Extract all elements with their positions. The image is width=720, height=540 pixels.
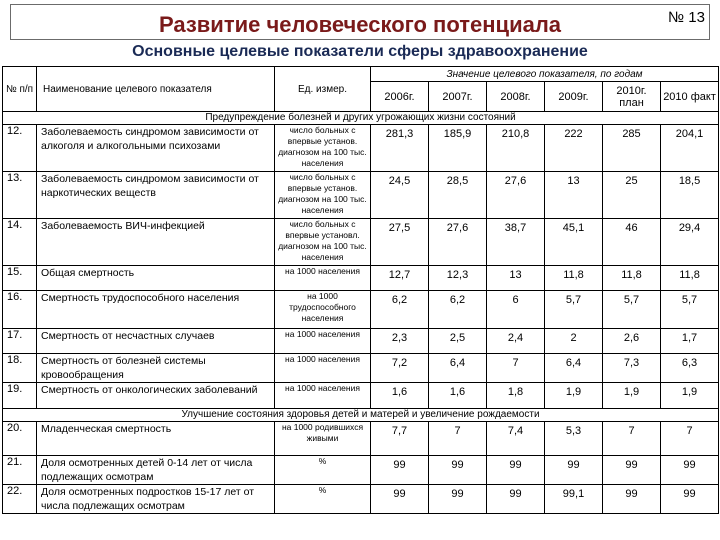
table-row (3, 291, 719, 329)
row-number: 19. (3, 383, 37, 409)
indicator-name: Смертность от онкологических заболеваний (37, 383, 275, 409)
value-cell: 12,3 (429, 266, 487, 291)
row-number: 18. (3, 354, 37, 383)
page-title: Развитие человеческого потенциала (158, 12, 562, 37)
indicator-name: Доля осмотренных подростков 15-17 лет от числа подлежащих осмотрам (37, 485, 275, 514)
unit-cell: на 1000 трудоспособного населения (275, 291, 371, 329)
value-cell: 99 (371, 456, 429, 485)
unit-cell: на 1000 населения (275, 383, 371, 409)
col-header-num: № п/п (3, 67, 37, 112)
table-row (3, 422, 719, 456)
indicator-name: Младенческая смертность (37, 422, 275, 456)
row-number: 13. (3, 172, 37, 219)
col-header-group: Значение целевого показателя, по годам (371, 67, 719, 82)
value-cell: 1,9 (603, 383, 661, 409)
value-cell: 46 (603, 219, 661, 266)
section-row (3, 409, 719, 422)
col-header-year: 2010г. план (603, 82, 661, 112)
col-header-year: 2010 факт (661, 82, 719, 112)
unit-cell: число больных с впервые установ. диагнозом на 100 тыс. населения (275, 125, 371, 172)
value-cell: 6,4 (545, 354, 603, 383)
row-number: 22. (3, 485, 37, 514)
value-cell: 185,9 (429, 125, 487, 172)
section-title: Улучшение состояния здоровья детей и матерей и увеличение рождаемости (3, 409, 719, 422)
indicator-name: Общая смертность (37, 266, 275, 291)
indicator-name: Смертность от несчастных случаев (37, 329, 275, 354)
value-cell: 99 (603, 485, 661, 514)
value-cell: 99 (487, 485, 545, 514)
value-cell: 222 (545, 125, 603, 172)
value-cell: 7,3 (603, 354, 661, 383)
value-cell: 13 (545, 172, 603, 219)
table-row (3, 266, 719, 291)
slide-number: № 13 (668, 9, 705, 26)
col-header-name: Наименование целевого показателя (37, 67, 275, 112)
value-cell: 29,4 (661, 219, 719, 266)
row-number: 16. (3, 291, 37, 329)
value-cell: 281,3 (371, 125, 429, 172)
value-cell: 99 (487, 456, 545, 485)
indicator-name: Смертность от болезней системы кровообращения (37, 354, 275, 383)
value-cell: 6,4 (429, 354, 487, 383)
health-indicators-table (2, 66, 719, 514)
unit-cell: % (275, 456, 371, 485)
value-cell: 1,7 (661, 329, 719, 354)
col-header-year: 2007г. (429, 82, 487, 112)
value-cell: 27,5 (371, 219, 429, 266)
value-cell: 210,8 (487, 125, 545, 172)
value-cell: 1,9 (545, 383, 603, 409)
unit-cell: на 1000 населения (275, 329, 371, 354)
value-cell: 28,5 (429, 172, 487, 219)
col-header-unit: Ед. измер. (275, 67, 371, 112)
row-number: 21. (3, 456, 37, 485)
value-cell: 7 (661, 422, 719, 456)
unit-cell: на 1000 родившихся живыми (275, 422, 371, 456)
table-row (3, 383, 719, 409)
value-cell: 13 (487, 266, 545, 291)
value-cell: 2,6 (603, 329, 661, 354)
section-row (3, 112, 719, 125)
row-number: 15. (3, 266, 37, 291)
title-banner (10, 4, 710, 40)
value-cell: 1,6 (429, 383, 487, 409)
value-cell: 5,7 (545, 291, 603, 329)
indicator-name: Заболеваемость ВИЧ-инфекцией (37, 219, 275, 266)
indicator-name: Смертность трудоспособного населения (37, 291, 275, 329)
value-cell: 1,6 (371, 383, 429, 409)
value-cell: 27,6 (487, 172, 545, 219)
value-cell: 45,1 (545, 219, 603, 266)
value-cell: 25 (603, 172, 661, 219)
value-cell: 5,3 (545, 422, 603, 456)
value-cell: 1,9 (661, 383, 719, 409)
table-row (3, 354, 719, 383)
table-row (3, 219, 719, 266)
value-cell: 5,7 (603, 291, 661, 329)
value-cell: 11,8 (603, 266, 661, 291)
table-row (3, 172, 719, 219)
row-number: 17. (3, 329, 37, 354)
value-cell: 99 (371, 485, 429, 514)
row-number: 20. (3, 422, 37, 456)
value-cell: 2 (545, 329, 603, 354)
indicator-name: Доля осмотренных детей 0-14 лет от числа подлежащих осмотрам (37, 456, 275, 485)
value-cell: 7 (487, 354, 545, 383)
col-header-year: 2006г. (371, 82, 429, 112)
value-cell: 7,7 (371, 422, 429, 456)
indicator-name: Заболеваемость синдромом зависимости от алкоголя и алкогольными психозами (37, 125, 275, 172)
value-cell: 7,2 (371, 354, 429, 383)
value-cell: 11,8 (545, 266, 603, 291)
section-title: Предупреждение болезней и других угрожающих жизни состояний (3, 112, 719, 125)
value-cell: 285 (603, 125, 661, 172)
unit-cell: число больных с впервые установ. диагнозом на 100 тыс. населения (275, 172, 371, 219)
value-cell: 2,5 (429, 329, 487, 354)
value-cell: 99,1 (545, 485, 603, 514)
value-cell: 7 (429, 422, 487, 456)
value-cell: 1,8 (487, 383, 545, 409)
header-row-1 (3, 67, 719, 82)
value-cell: 99 (661, 485, 719, 514)
value-cell: 7 (603, 422, 661, 456)
row-number: 14. (3, 219, 37, 266)
unit-cell: % (275, 485, 371, 514)
value-cell: 2,3 (371, 329, 429, 354)
value-cell: 5,7 (661, 291, 719, 329)
unit-cell: число больных с впервые установл. диагнозом на 100 тыс. населения (275, 219, 371, 266)
value-cell: 99 (661, 456, 719, 485)
table-row (3, 125, 719, 172)
value-cell: 7,4 (487, 422, 545, 456)
value-cell: 18,5 (661, 172, 719, 219)
col-header-year: 2008г. (487, 82, 545, 112)
value-cell: 6,2 (371, 291, 429, 329)
value-cell: 11,8 (661, 266, 719, 291)
unit-cell: на 1000 населения (275, 266, 371, 291)
value-cell: 99 (429, 456, 487, 485)
value-cell: 204,1 (661, 125, 719, 172)
table-row (3, 329, 719, 354)
col-header-year: 2009г. (545, 82, 603, 112)
value-cell: 6,2 (429, 291, 487, 329)
value-cell: 6 (487, 291, 545, 329)
indicator-name: Заболеваемость синдромом зависимости от наркотических веществ (37, 172, 275, 219)
value-cell: 27,6 (429, 219, 487, 266)
unit-cell: на 1000 населения (275, 354, 371, 383)
value-cell: 24,5 (371, 172, 429, 219)
value-cell: 6,3 (661, 354, 719, 383)
value-cell: 38,7 (487, 219, 545, 266)
value-cell: 2,4 (487, 329, 545, 354)
value-cell: 99 (603, 456, 661, 485)
row-number: 12. (3, 125, 37, 172)
value-cell: 99 (429, 485, 487, 514)
table-row (3, 456, 719, 485)
page-subtitle: Основные целевые показатели сферы здравоохранение (132, 43, 588, 60)
value-cell: 99 (545, 456, 603, 485)
value-cell: 12,7 (371, 266, 429, 291)
table-row (3, 485, 719, 514)
